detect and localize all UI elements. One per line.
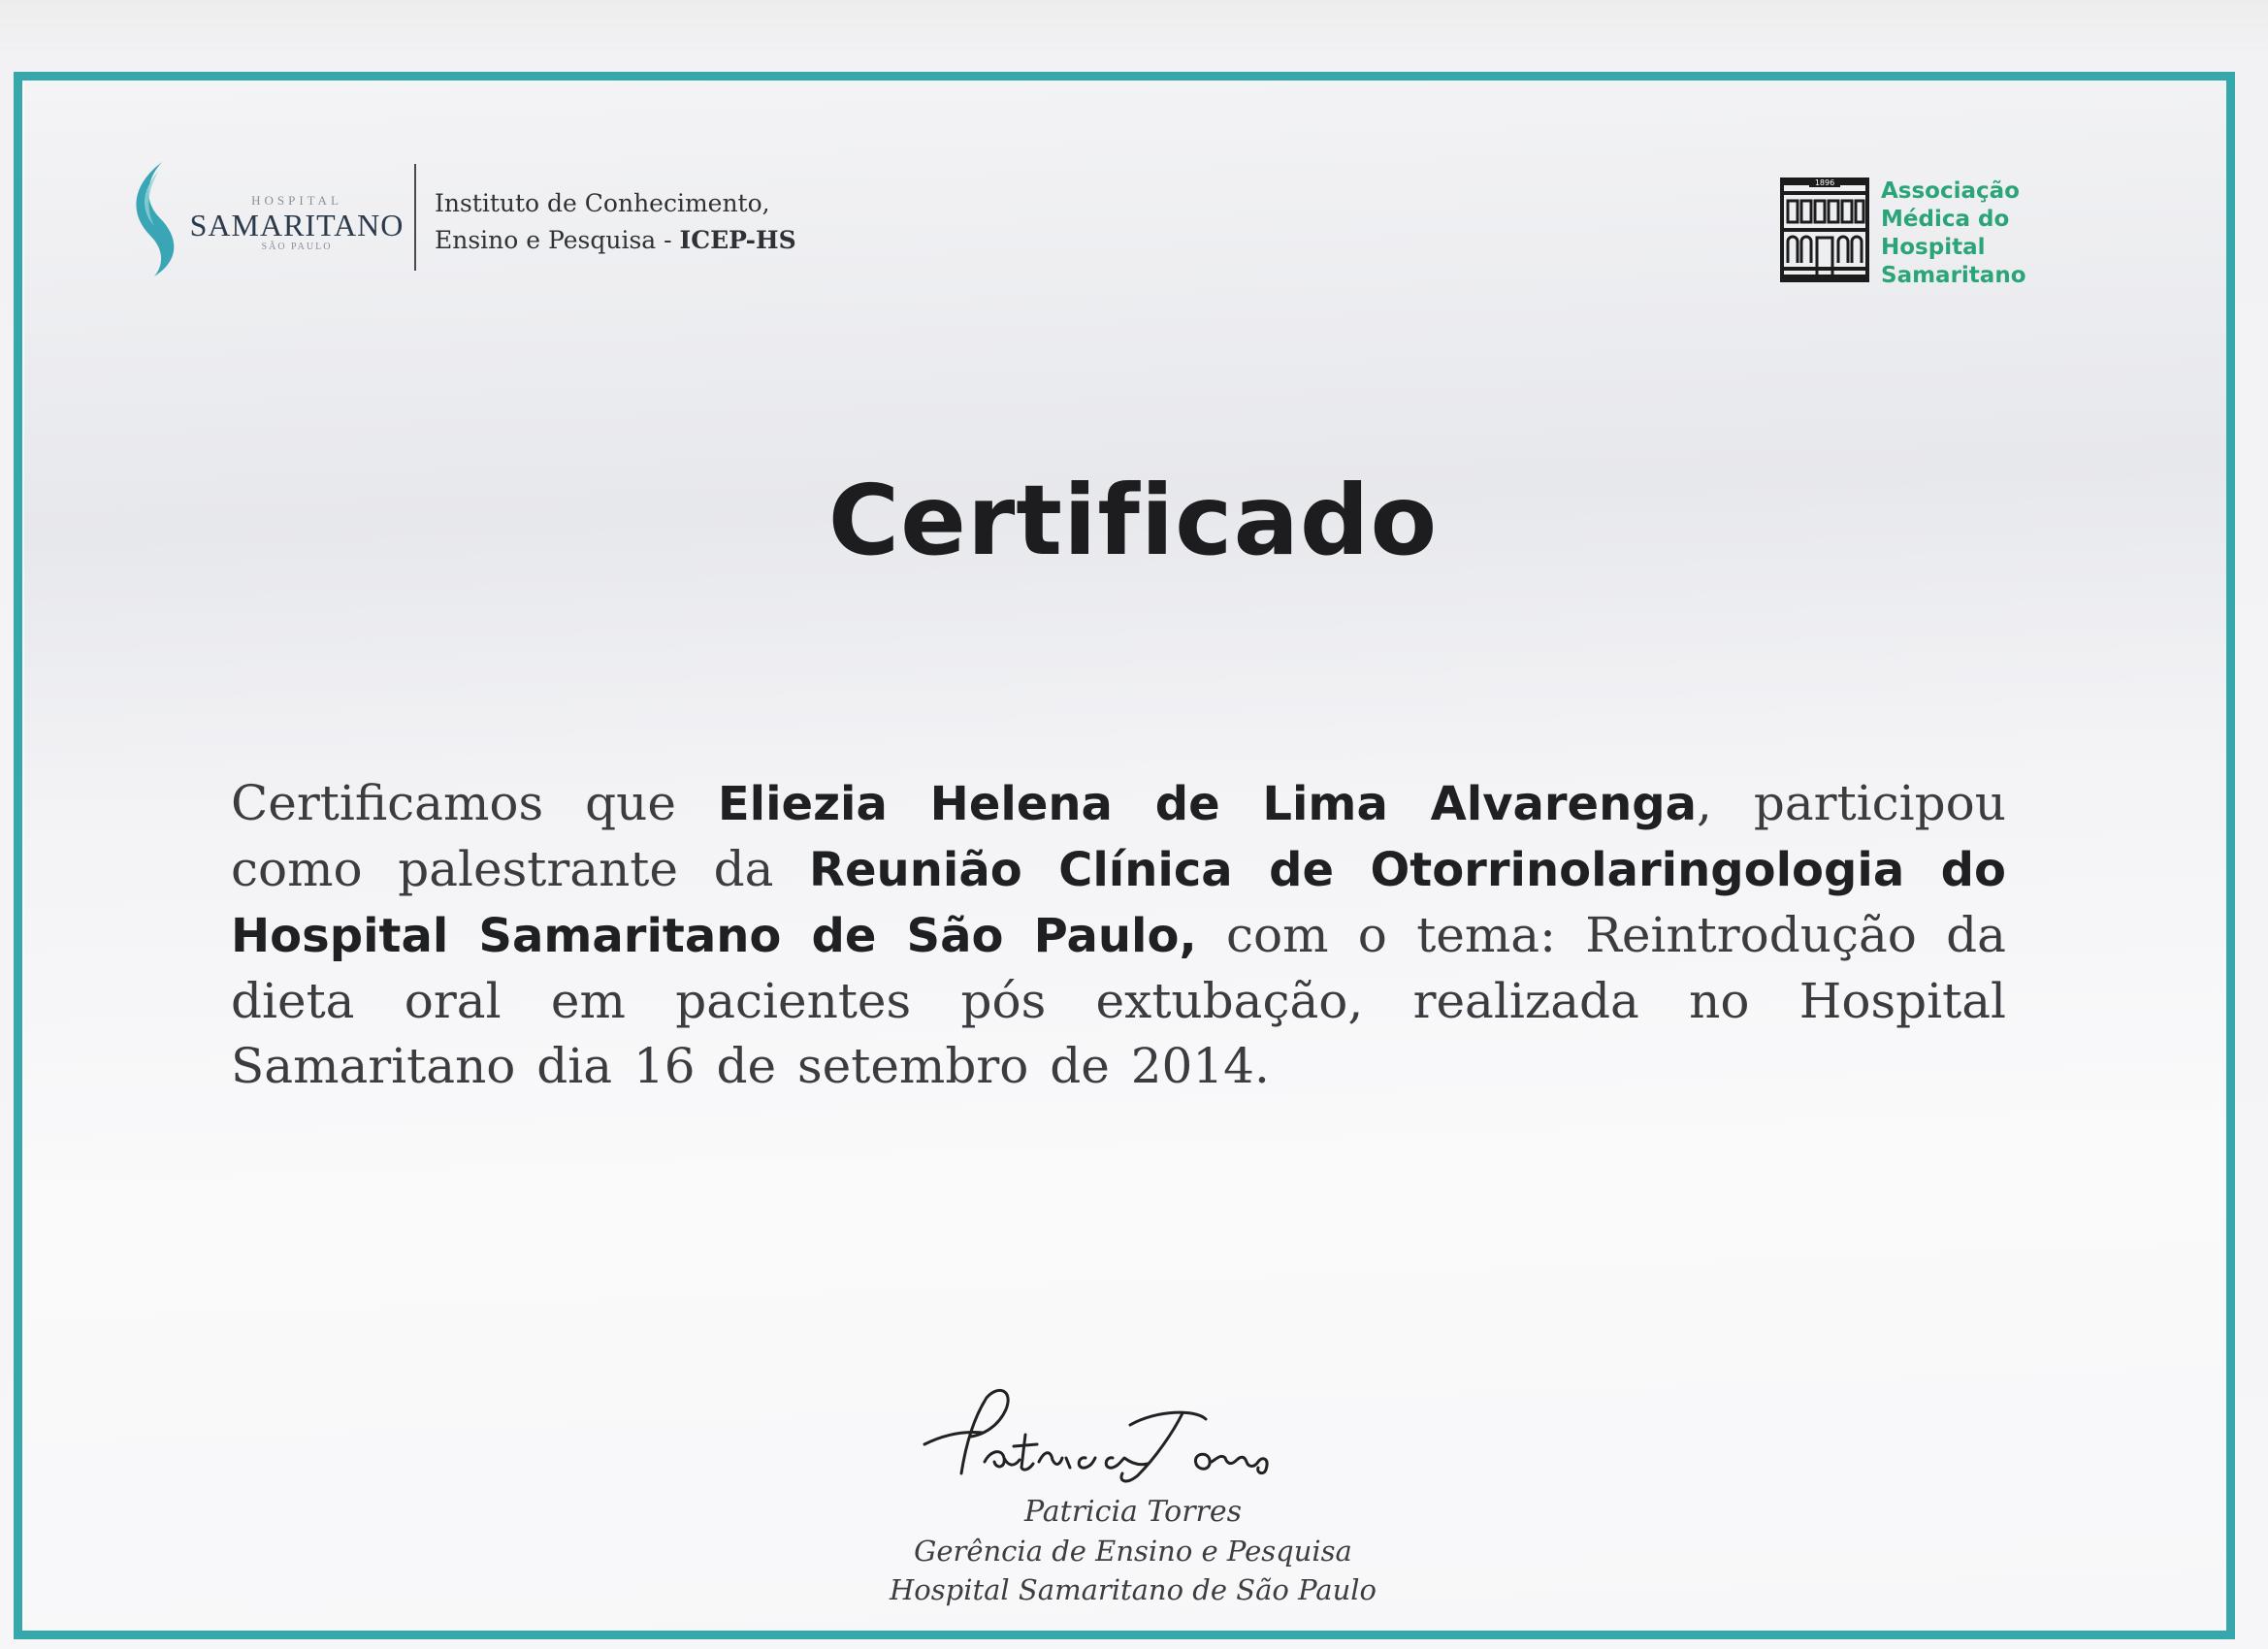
header-divider	[414, 164, 416, 271]
institute-line-2-text: Ensino e Pesquisa -	[435, 226, 680, 254]
certificate-title: Certificado	[827, 464, 1439, 577]
logo-sao-paulo-label: SÃO PAULO	[261, 242, 333, 252]
signatory-organization: Hospital Samaritano de São Paulo	[890, 1573, 1377, 1606]
institute-acronym: ICEP-HS	[679, 226, 796, 254]
building-icon	[1780, 178, 1869, 282]
institute-name	[435, 185, 796, 259]
institute-line-1: Instituto de Conhecimento,	[435, 189, 770, 217]
logo-samaritano-label: SAMARITANO	[189, 208, 405, 242]
signatory-block	[22, 1493, 2244, 1609]
assoc-line-4: Samaritano	[1881, 263, 2026, 288]
signatory-role: Gerência de Ensino e Pesquisa	[914, 1535, 1352, 1568]
participant-name: Eliezia Helena de Lima Alvarenga	[717, 777, 1698, 831]
body-intro: Certificamos que	[231, 775, 718, 831]
certificate-sheet	[14, 72, 2235, 1639]
signature-name-text: Patricia Torres	[905, 1380, 911, 1381]
wave-icon	[125, 156, 183, 282]
certificate-body	[231, 771, 2006, 1099]
assoc-line-3: Hospital	[1881, 235, 1986, 260]
signatory-name: Patricia Torres	[1023, 1495, 1243, 1529]
hospital-samaritano-wordmark	[185, 156, 408, 252]
body-details: com o tema: Reintrodução da dieta oral em pacientes pós extubação, realizada no Hospital Samaritano dia 16 de setembro de 2014.	[231, 907, 2006, 1094]
event-name: Reunião Clínica de Otorrinolaringologia do Hospital Samaritano de São Paulo,	[231, 843, 2006, 963]
associacao-medica-logo	[1780, 178, 2090, 313]
hospital-samaritano-logo	[125, 156, 436, 282]
body-role: , participou como palestrante da	[231, 775, 2006, 897]
assoc-line-1: Associação	[1881, 178, 2020, 204]
assoc-line-2: Médica do	[1881, 207, 2010, 232]
institute-line-2	[435, 222, 796, 259]
building-year-label: 1896	[1814, 178, 1835, 187]
associacao-medica-wordmark	[1881, 178, 2026, 290]
handwritten-signature	[905, 1380, 1293, 1497]
logo-hospital-label: HOSPITAL	[251, 193, 342, 208]
